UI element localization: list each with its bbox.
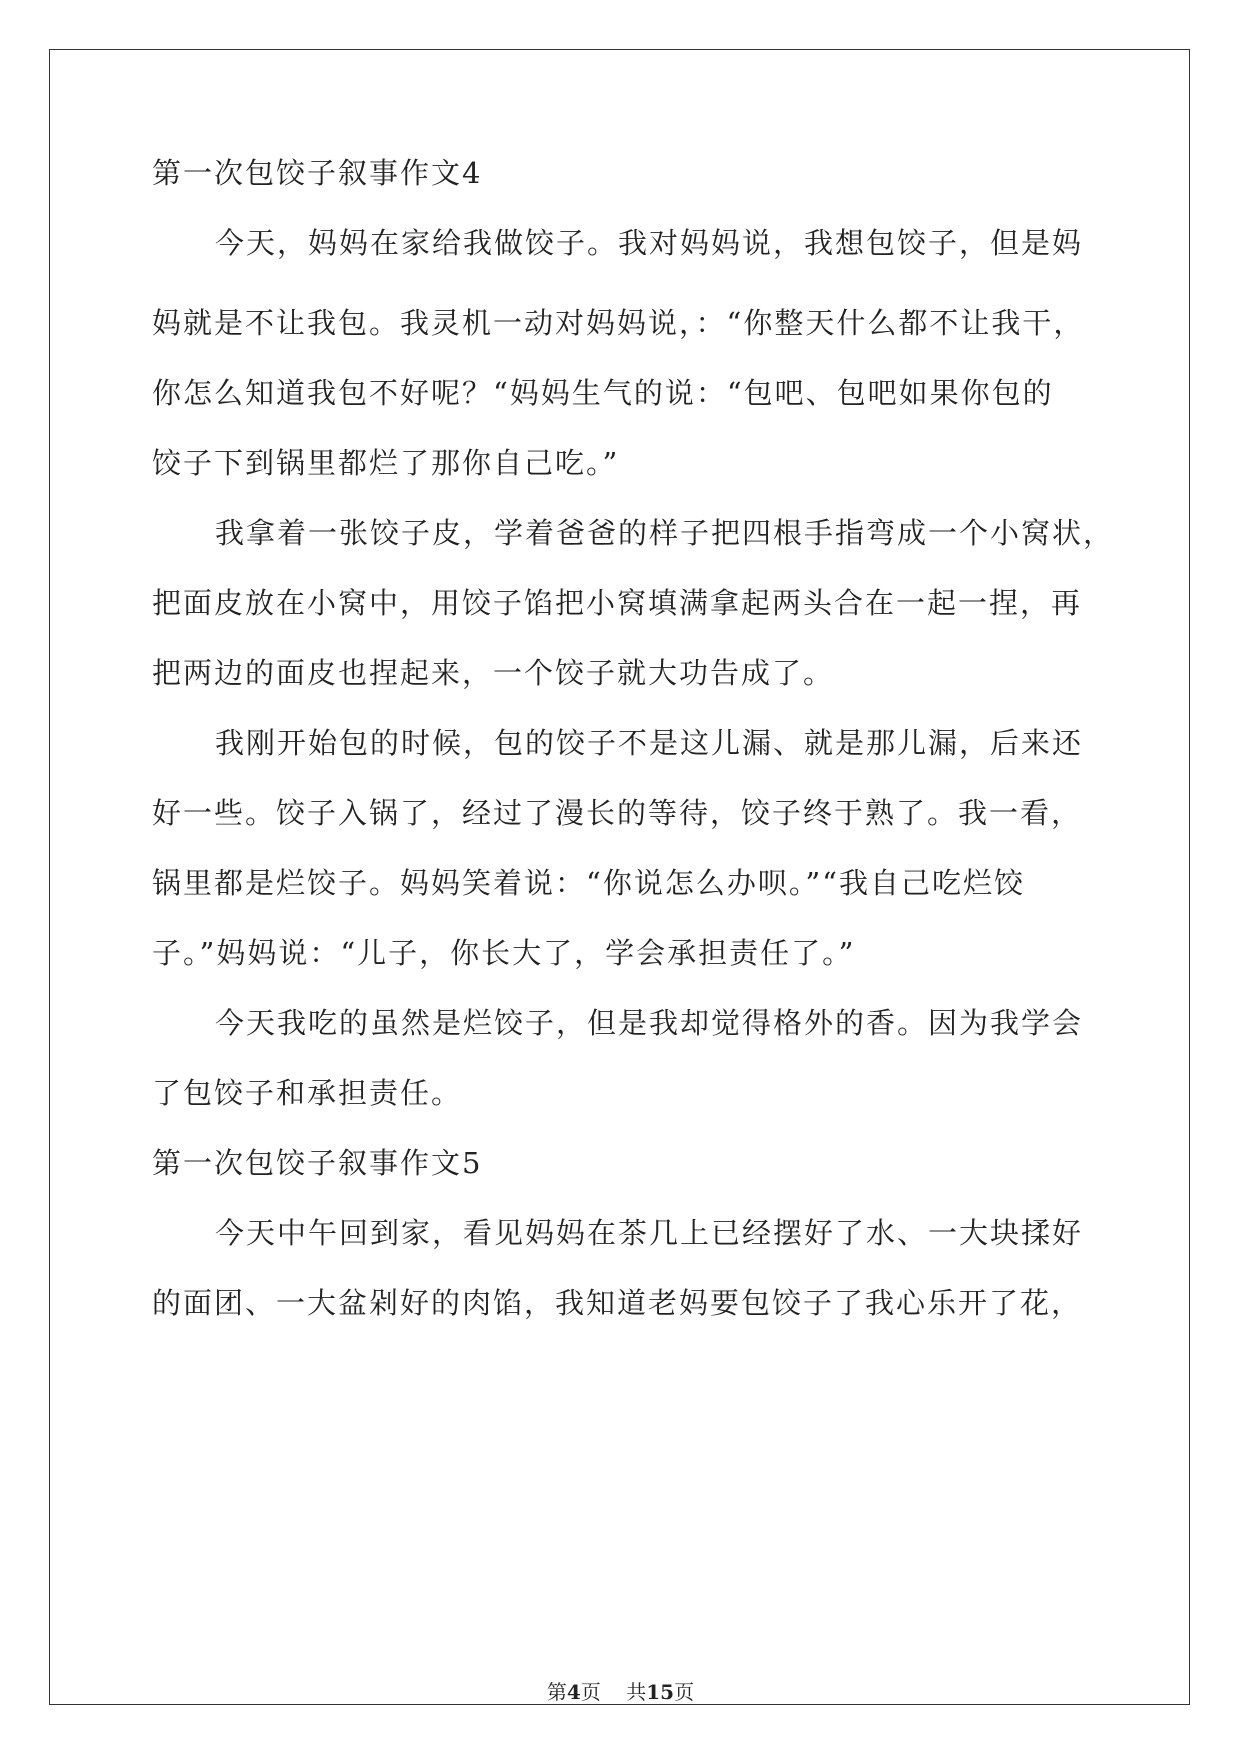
paragraph-line: 把两边的面皮也捏起来，一个饺子就大功告成了。 <box>152 656 835 690</box>
section-heading: 第一次包饺子叙事作文5 <box>152 1146 483 1180</box>
paragraph-line: 的面团、一大盆剁好的肉馅，我知道老妈要包饺子了我心乐开了花， <box>152 1286 1083 1320</box>
page-footer <box>0 1680 1241 1704</box>
footer-page-number: 4 <box>566 1680 581 1704</box>
footer-total-pages: 15 <box>646 1680 675 1704</box>
paragraph-line: 好一些。饺子入锅了，经过了漫长的等待，饺子终于熟了。我一看， <box>152 796 1083 830</box>
paragraph-line: 妈就是不让我包。我灵机一动对妈妈说，：“你整天什么都不让我干， <box>152 306 1085 340</box>
paragraph-line: 饺子下到锅里都烂了那你自己吃。” <box>152 446 620 480</box>
paragraph-line: 子。”妈妈说：“儿子，你长大了，学会承担责任了。” <box>152 936 856 970</box>
paragraph-line: 今天，妈妈在家给我做饺子。我对妈妈说，我想包饺子，但是妈 <box>215 226 1084 260</box>
paragraph-line: 我刚开始包的时候，包的饺子不是这儿漏、就是那儿漏，后来还 <box>215 726 1084 760</box>
footer-total-suffix: 页 <box>674 1680 695 1704</box>
paragraph-line: 你怎么知道我包不好呢？“妈妈生气的说：“包吧、包吧如果你包的 <box>152 376 1054 410</box>
paragraph-line: 锅里都是烂饺子。妈妈笑着说：“你说怎么办呗。”“我自己吃烂饺 <box>152 866 1025 900</box>
footer-page-prefix: 第 <box>546 1680 567 1704</box>
footer-page-suffix: 页 <box>580 1680 601 1704</box>
paragraph-line: 了包饺子和承担责任。 <box>152 1076 463 1110</box>
section-heading: 第一次包饺子叙事作文4 <box>152 156 483 190</box>
footer-total-prefix: 共 <box>626 1680 647 1704</box>
paragraph-line: 今天中午回到家，看见妈妈在茶几上已经摆好了水、一大块揉好 <box>215 1216 1084 1250</box>
paragraph-line: 把面皮放在小窝中，用饺子馅把小窝填满拿起两头合在一起一捏，再 <box>152 586 1083 620</box>
paragraph-line: 我拿着一张饺子皮，学着爸爸的样子把四根手指弯成一个小窝状， <box>215 516 1115 550</box>
paragraph-line: 今天我吃的虽然是烂饺子，但是我却觉得格外的香。因为我学会 <box>215 1006 1084 1040</box>
